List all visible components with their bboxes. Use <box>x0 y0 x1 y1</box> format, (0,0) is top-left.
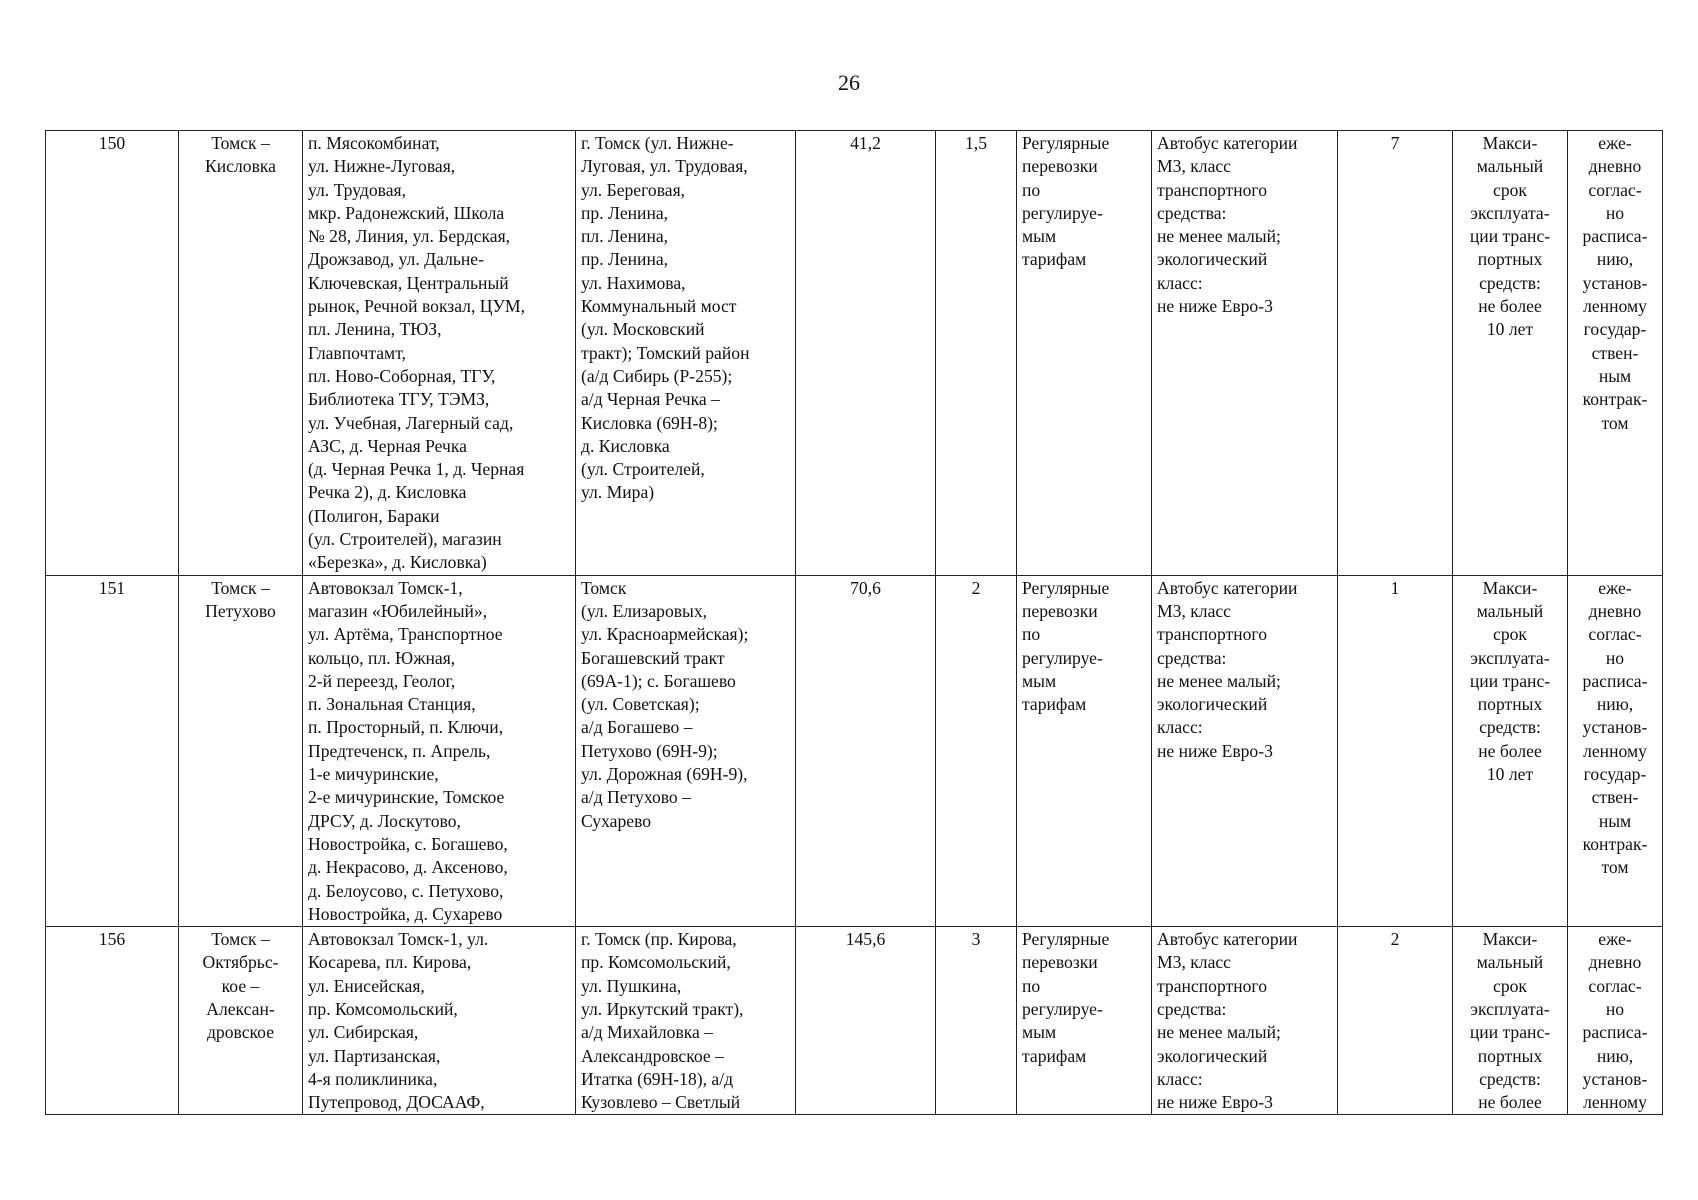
table-row <box>46 927 1663 1115</box>
routes-table <box>45 130 1663 1115</box>
route-number-cell: 151 <box>46 575 179 926</box>
stops-list-cell: Автовокзал Томск-1, магазин «Юбилейный», ул. Артёма, Транспортное кольцо, пл. Южная, 2-й переезд, Геолог, п. Зональная Станция, п. Просторный, п. Ключи, Предтеченск, п. Апрель, 1-е мичуринские, 2-е мичуринские, Томское ДРСУ, д. Лоскутово, Новостройка, с. Богашево, д. Некрасово, д. Аксеново, д. Белоусово, с. Петухово, Новостройка, д. Сухарево <box>303 575 576 926</box>
vehicle-cell: Автобус категории М3, класс транспортного средства: не менее малый; экологический класс: не ниже Евро-3 <box>1152 927 1338 1115</box>
max-age-cell: Макси- мальный срок эксплуата- ции транс- портных средств: не более 10 лет <box>1453 131 1568 576</box>
streets-cell: Томск (ул. Елизаровых, ул. Красноармейская); Богашевский тракт (69А-1); с. Богашево (ул. Советская); а/д Богашево – Петухово (69Н-9); ул. Дорожная (69Н-9), а/д Петухово – Сухарево <box>576 575 796 926</box>
table-row <box>46 131 1663 576</box>
stops-count-cell: 2 <box>936 575 1017 926</box>
schedule-cell: еже- дневно соглас- но расписа- нию, установ- ленному <box>1568 927 1663 1115</box>
schedule-cell: еже- дневно соглас- но расписа- нию, установ- ленному государ- ствен- ным контрак- том <box>1568 131 1663 576</box>
route-length-cell: 41,2 <box>796 131 936 576</box>
streets-cell: г. Томск (пр. Кирова, пр. Комсомольский, ул. Пушкина, ул. Иркутский тракт), а/д Михайловка – Александровское – Итатка (69Н-18), а/д Кузовлево – Светлый <box>576 927 796 1115</box>
transport-type-cell: Регулярные перевозки по регулируе- мым тарифам <box>1017 131 1152 576</box>
stops-list-cell: п. Мясокомбинат, ул. Нижне-Луговая, ул. Трудовая, мкр. Радонежский, Школа № 28, Линия, ул. Бердская, Дрожзавод, ул. Дальне- Ключевская, Центральный рынок, Речной вокзал, ЦУМ, пл. Ленина, ТЮЗ, Главпочтамт, пл. Ново-Соборная, ТГУ, Библиотека ТГУ, ТЭМЗ, ул. Учебная, Лагерный сад, АЗС, д. Черная Речка (д. Черная Речка 1, д. Черная Речка 2), д. Кисловка (Полигон, Бараки (ул. Строителей), магазин «Березка», д. Кисловка) <box>303 131 576 576</box>
route-number-cell: 150 <box>46 131 179 576</box>
route-name-cell: Томск – Октябрьс- кое – Алексан- дровское <box>179 927 303 1115</box>
route-number-cell: 156 <box>46 927 179 1115</box>
stops-count-cell: 3 <box>936 927 1017 1115</box>
vehicle-count-cell: 2 <box>1338 927 1453 1115</box>
vehicle-cell: Автобус категории М3, класс транспортного средства: не менее малый; экологический класс: не ниже Евро-3 <box>1152 575 1338 926</box>
page-number: 26 <box>838 70 860 95</box>
route-length-cell: 145,6 <box>796 927 936 1115</box>
vehicle-count-cell: 1 <box>1338 575 1453 926</box>
route-name-cell: Томск – Петухово <box>179 575 303 926</box>
route-name-cell: Томск – Кисловка <box>179 131 303 576</box>
streets-cell: г. Томск (ул. Нижне- Луговая, ул. Трудовая, ул. Береговая, пр. Ленина, пл. Ленина, пр. Ленина, ул. Нахимова, Коммунальный мост (ул. Московский тракт); Томский район (а/д Сибирь (Р-255); а/д Черная Речка – Кисловка (69Н-8); д. Кисловка (ул. Строителей, ул. Мира) <box>576 131 796 576</box>
table-row <box>46 575 1663 926</box>
max-age-cell: Макси- мальный срок эксплуата- ции транс- портных средств: не более <box>1453 927 1568 1115</box>
transport-type-cell: Регулярные перевозки по регулируе- мым тарифам <box>1017 927 1152 1115</box>
stops-count-cell: 1,5 <box>936 131 1017 576</box>
schedule-cell: еже- дневно соглас- но расписа- нию, установ- ленному государ- ствен- ным контрак- том <box>1568 575 1663 926</box>
route-length-cell: 70,6 <box>796 575 936 926</box>
stops-list-cell: Автовокзал Томск-1, ул. Косарева, пл. Кирова, ул. Енисейская, пр. Комсомольский, ул. Сибирская, ул. Партизанская, 4-я поликлиника, Путепровод, ДОСААФ, <box>303 927 576 1115</box>
transport-type-cell: Регулярные перевозки по регулируе- мым тарифам <box>1017 575 1152 926</box>
vehicle-cell: Автобус категории М3, класс транспортного средства: не менее малый; экологический класс: не ниже Евро-3 <box>1152 131 1338 576</box>
vehicle-count-cell: 7 <box>1338 131 1453 576</box>
max-age-cell: Макси- мальный срок эксплуата- ции транс- портных средств: не более 10 лет <box>1453 575 1568 926</box>
